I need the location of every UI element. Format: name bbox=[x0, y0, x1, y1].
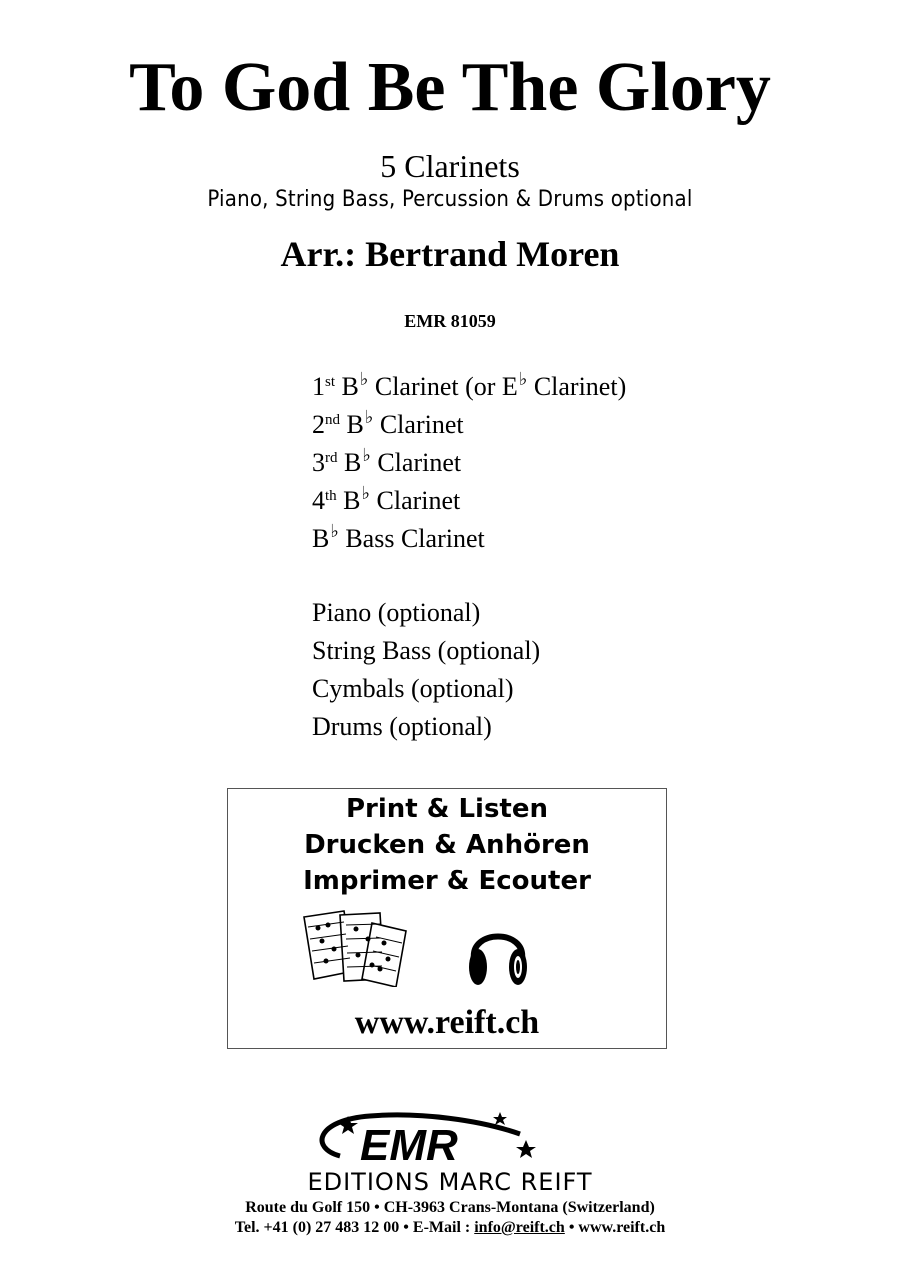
optional-instruments: Piano, String Bass, Percussion & Drums optional bbox=[207, 187, 693, 212]
emr-logo-icon bbox=[300, 1108, 550, 1170]
part-item: 2nd B♭ Clarinet bbox=[312, 407, 464, 439]
part-item: 1st B♭ Clarinet (or E♭ Clarinet) bbox=[312, 369, 627, 401]
optional-part-item: String Bass (optional) bbox=[312, 636, 541, 665]
parts-list bbox=[312, 368, 626, 558]
optional-part-item: Drums (optional) bbox=[312, 712, 492, 741]
catalog-number: EMR 81059 bbox=[404, 311, 496, 331]
logo-text: EMR bbox=[360, 1121, 458, 1170]
subtitle: 5 Clarinets bbox=[380, 148, 520, 184]
optional-part-item: Cymbals (optional) bbox=[312, 674, 514, 703]
optional-part-item: Piano (optional) bbox=[312, 598, 481, 627]
sheet-music-icon bbox=[300, 909, 412, 987]
arranger: Arr.: Bertrand Moren bbox=[280, 234, 620, 274]
headphones-icon bbox=[466, 913, 530, 991]
publisher-contact: Tel. +41 (0) 27 483 12 00 • E-Mail : info@reift.ch • www.reift.ch bbox=[234, 1219, 666, 1236]
part-item: B♭ Bass Clarinet bbox=[312, 521, 485, 553]
email-link[interactable]: info@reift.ch bbox=[474, 1219, 565, 1236]
part-item: 3rd B♭ Clarinet bbox=[312, 445, 462, 477]
promo-line-en: Print & Listen bbox=[345, 794, 549, 824]
print-listen-box[interactable] bbox=[227, 788, 667, 1049]
part-item: 4th B♭ Clarinet bbox=[312, 483, 461, 515]
publisher-name: EDITIONS MARC REIFT bbox=[307, 1168, 593, 1196]
page-title: To God Be The Glory bbox=[129, 49, 771, 126]
promo-line-fr: Imprimer & Ecouter bbox=[303, 866, 591, 896]
publisher-address: Route du Golf 150 • CH-3963 Crans-Montana (Switzerland) bbox=[245, 1199, 655, 1216]
optional-parts-list bbox=[312, 594, 540, 746]
promo-line-de: Drucken & Anhören bbox=[304, 830, 590, 860]
promo-url-link[interactable]: www.reift.ch bbox=[354, 1004, 540, 1041]
